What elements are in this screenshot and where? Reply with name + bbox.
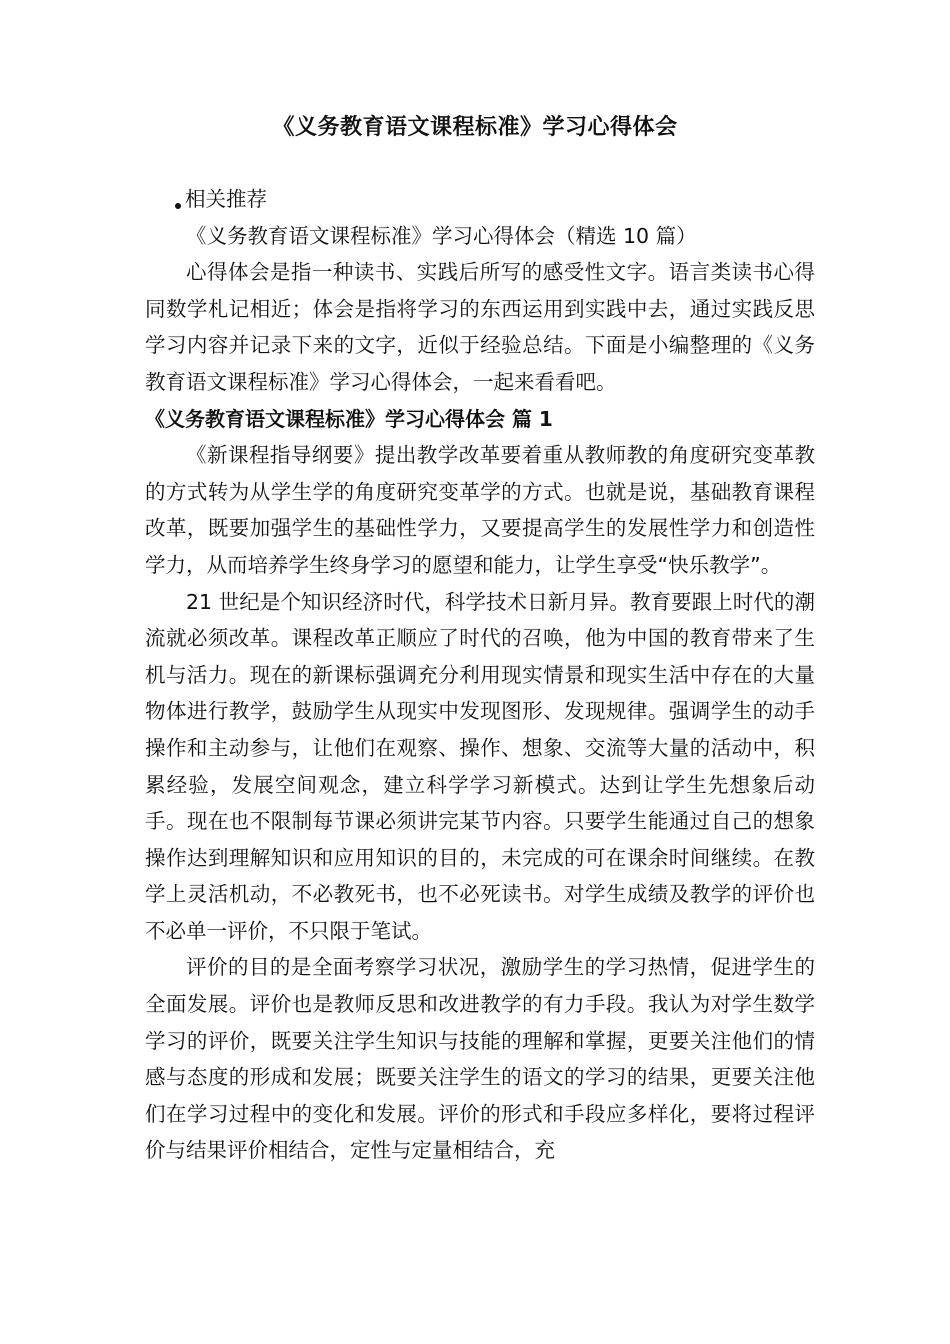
body-paragraph-3: 评价的目的是全面考察学习状况，激励学生的学习热情，促进学生的全面发展。评价也是教师反思和改进教学的有力手段。我认为对学生数学学习的评价，既要关注学生知识与技能的理解和掌握，更要关注他们的情感与态度的形成和发展；既要关注学生的语文的学习的结果，更要关注他们在学习过程中的变化和发展。评价的形式和手段应多样化，要将过程评价与结果评价相结合，定性与定量相结合，充 (145, 955, 815, 1163)
related-label: 相关推荐 (185, 187, 267, 211)
recommendation-link[interactable]: 《义务教育语文课程标准》学习心得体会（精选 10 篇） (186, 223, 697, 248)
related-recommendation-line (145, 181, 815, 218)
body-paragraph-2: 21 世纪是个知识经济时代，科学技术日新月异。教育要跟上时代的潮流就必须改革。课程改革正顺应了时代的召唤，他为中国的教育带来了生机与活力。现在的新课标强调充分利用现实情景和现实生活中存在的大量物体进行教学，鼓励学生从现实中发现图形、发现规律。强调学生的动手操作和主动参与，让他们在观察、操作、想象、交流等大量的活动中，积累经验，发展空间观念，建立科学学习新模式。达到让学生先想象后动手。现在也不限制每节课必须讲完某节内容。只要学生能通过自己的想象操作达到理解知识和应用知识的目的，未完成的可在课余时间继续。在教学上灵活机动，不必教死书，也不必死读书。对学生成绩及教学的评价也不必单一评价，不只限于笔试。 (145, 589, 815, 943)
section-heading: 《义务教育语文课程标准》学习心得体会 篇 1 (145, 406, 553, 431)
document-body (145, 181, 815, 1169)
body-paragraph-1: 《新课程指导纲要》提出教学改革要着重从教师教的角度研究变革教的方式转为从学生学的角度研究变革学的方式。也就是说，基础教育课程改革，既要加强学生的基础性学力，又要提高学生的发展性学力和创造性学力，从而培养学生终身学习的愿望和能力，让学生享受“快乐教学”。 (145, 443, 815, 577)
bullet-icon (175, 203, 181, 209)
intro-paragraph: 心得体会是指一种读书、实践后所写的感受性文字。语言类读书心得同数学札记相近；体会是指将学习的东西运用到实践中去，通过实践反思学习内容并记录下来的文字，近似于经验总结。下面是小编整理的《义务教育语文课程标准》学习心得体会，一起来看看吧。 (145, 260, 815, 394)
document-title: 《义务教育语文课程标准》学习心得体会 (272, 115, 678, 140)
